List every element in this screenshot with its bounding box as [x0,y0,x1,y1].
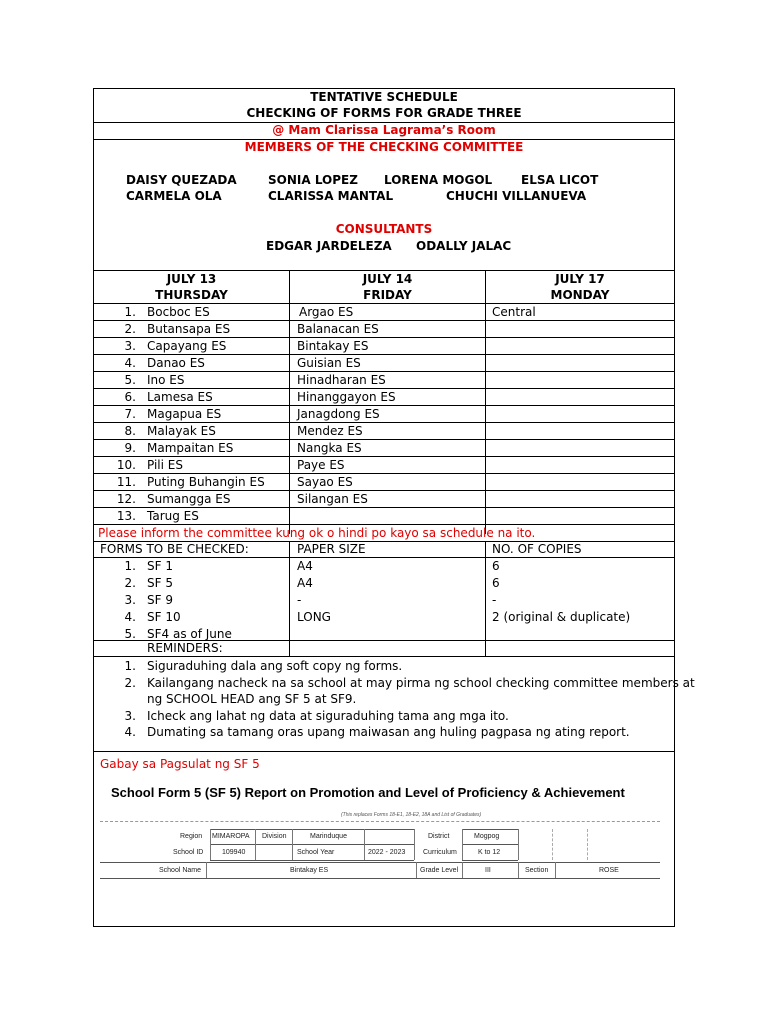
form-name: SF 10 [147,610,181,624]
day-date: JULY 17 [555,272,605,286]
form-grid-line [210,844,414,845]
school-thursday: Sumangga ES [147,492,231,506]
committee-member: CHUCHI VILLANUEVA [446,189,587,203]
table-row [94,372,674,389]
school-thursday: Malayak ES [147,424,216,438]
form-grid-line [462,829,518,830]
table-row [94,558,674,575]
table-row [94,440,674,457]
schedule-rows [94,304,674,525]
form-grid-line [206,862,207,878]
school-friday: Paye ES [297,458,345,472]
form-grid-line [552,829,553,860]
region-label: Region [180,833,203,840]
form-grid-line [100,862,660,863]
table-row [94,474,674,491]
table-row [94,609,674,626]
form-grid-line [210,860,414,861]
day-date: JULY 14 [362,272,413,286]
form-grid-line [518,862,519,878]
school-thursday: Pili ES [147,458,183,472]
row-number: 4. [124,356,136,370]
committee-member: LORENA MOGOL [384,173,493,187]
reminder-text: ng SCHOOL HEAD ang SF 5 at SF9. [147,692,357,706]
table-row [94,304,674,321]
row-number: 6. [124,390,136,404]
form-grid-line [462,844,518,845]
form-grid-line [210,829,211,860]
reminders-heading: REMINDERS: [147,641,223,655]
division-label: Division [262,833,287,840]
reminder-number: 2. [124,676,136,690]
copies: - [492,593,497,607]
document-title: TENTATIVE SCHEDULE [310,90,458,104]
table-row [94,592,674,609]
school-friday: Balanacan ES [297,322,379,336]
paper-size: - [297,593,302,607]
form-grid-line [414,829,415,860]
school-friday: Janagdong ES [297,407,380,421]
table-row [94,355,674,372]
consultants-heading: CONSULTANTS [335,222,433,236]
form-grid-line [416,862,417,878]
committee-member: CLARISSA MANTAL [268,189,394,203]
form-grid-line [518,829,519,860]
sf5-form-title: School Form 5 (SF 5) Report on Promotion and Level of Proficiency & Achievement [111,785,625,800]
document-subtitle: CHECKING OF FORMS FOR GRADE THREE [246,106,522,120]
school-friday: Hinanggayon ES [297,390,396,404]
reminder-number: 4. [124,725,136,739]
forms-header: FORMS TO BE CHECKED: [100,542,249,556]
day-weekday: THURSDAY [155,288,228,302]
division-value: Marinduque [310,833,347,840]
table-row [94,338,674,355]
table-row [94,321,674,338]
reminder-number: 1. [124,659,136,673]
form-grid-line [210,829,414,830]
location-text: @ Mam Clarissa Lagrama’s Room [272,123,496,137]
guide-heading: Gabay sa Pagsulat ng SF 5 [100,757,260,771]
divider [94,751,674,752]
school-friday: Argao ES [299,305,354,319]
form-grid-line [587,829,588,860]
row-number: 13. [116,509,136,523]
school-thursday: Capayang ES [147,339,227,353]
school-friday: Silangan ES [297,492,368,506]
curriculum-value: K to 12 [478,849,501,856]
row-number: 1. [124,305,136,319]
committee-member: CARMELA OLA [126,189,222,203]
school-name-label: School Name [159,867,202,874]
section-label: Section [525,867,549,874]
school-monday: Central [492,305,536,319]
school-friday: Guisian ES [297,356,361,370]
form-name: SF 1 [147,559,173,573]
table-row [94,491,674,508]
consultant-name: ODALLY JALAC [416,239,512,253]
school-friday: Hinadharan ES [297,373,386,387]
committee-member: SONIA LOPEZ [268,173,358,187]
school-thursday: Bocboc ES [147,305,210,319]
row-number: 8. [124,424,136,438]
school-thursday: Butansapa ES [147,322,231,336]
committee-member: DAISY QUEZADA [126,173,237,187]
row-number: 2. [124,576,136,590]
copies-header: NO. OF COPIES [492,542,582,556]
schedule-notice: Please inform the committee kung ok o hindi po kayo sa schedule na ito. [98,526,536,540]
form-name: SF 5 [147,576,173,590]
form-grid-line [364,829,365,860]
copies: 2 (original & duplicate) [492,610,631,624]
form-grid-line [555,862,556,878]
school-thursday: Magapua ES [147,407,222,421]
row-number: 12. [116,492,136,506]
reminder-text: Kailangang nacheck na sa school at may pirma ng school checking committee members at [147,676,695,690]
district-label: District [428,833,450,840]
row-number: 11. [116,475,136,489]
school-thursday: Puting Buhangin ES [147,475,265,489]
row-number: 9. [124,441,136,455]
form-name: SF 9 [147,593,173,607]
form-name: SF4 as of June [147,627,232,641]
row-number: 5. [124,373,136,387]
school-friday: Mendez ES [297,424,363,438]
copies: 6 [492,576,500,590]
school-friday: Bintakay ES [297,339,369,353]
row-number: 1. [124,559,136,573]
row-number: 4. [124,610,136,624]
committee-heading: MEMBERS OF THE CHECKING COMMITTEE [244,140,524,154]
school-thursday: Lamesa ES [147,390,213,404]
table-row [94,423,674,440]
table-row [94,389,674,406]
section-value: ROSE [599,867,619,874]
form-grid-line [462,860,518,861]
grade-level-label: Grade Level [420,867,459,874]
reminder-number: 3. [124,709,136,723]
paper-size: LONG [297,610,331,624]
school-thursday: Tarug ES [147,509,199,523]
region-value: MIMAROPA [212,833,250,840]
reminder-text: Icheck ang lahat ng data at siguraduhing tama ang mga ito. [147,709,509,723]
consultant-name: EDGAR JARDELEZA [266,239,392,253]
school-thursday: Danao ES [147,356,205,370]
paper-size: A4 [297,576,313,590]
school-thursday: Mampaitan ES [147,441,234,455]
paper-size-header: PAPER SIZE [297,542,366,556]
school-thursday: Ino ES [147,373,185,387]
school-name-value: Bintakay ES [290,867,329,874]
table-row [94,406,674,423]
school-id-value: 109940 [222,849,246,856]
form-grid-line [255,829,256,860]
row-number: 3. [124,339,136,353]
form-grid-line [462,829,463,860]
schedule-document [93,88,695,927]
day-weekday: FRIDAY [363,288,412,302]
table-row [94,457,674,474]
form-grid-line [100,821,660,822]
reminder-text: Siguraduhing dala ang soft copy ng forms. [147,659,403,673]
form-grid-line [100,878,660,879]
committee-member: ELSA LICOT [521,173,599,187]
forms-rows [94,558,674,643]
row-number: 2. [124,322,136,336]
form-grid-line [462,862,463,878]
grade-level-value: III [485,867,491,874]
day-weekday: MONDAY [550,288,610,302]
sf5-form-subtitle: (This replaces Forms 18-E1, 18-E2, 18A and List of Graduates) [341,812,482,818]
paper-size: A4 [297,559,313,573]
form-grid-line [292,829,293,860]
school-friday: Nangka ES [297,441,362,455]
curriculum-label: Curriculum [423,849,457,856]
day-date: JULY 13 [166,272,217,286]
school-id-label: School ID [173,849,204,856]
divider [94,656,674,657]
reminder-text: Dumating sa tamang oras upang maiwasan ang huling pagpasa ng ating report. [147,725,630,739]
school-year-value: 2022 - 2023 [368,849,406,856]
school-year-label: School Year [297,849,335,856]
table-row [94,508,674,525]
row-number: 7. [124,407,136,421]
school-friday: Sayao ES [297,475,353,489]
district-value: Mogpog [474,833,500,840]
copies: 6 [492,559,500,573]
row-number: 10. [116,458,136,472]
row-number: 3. [124,593,136,607]
table-row [94,575,674,592]
row-number: 5. [124,627,136,641]
